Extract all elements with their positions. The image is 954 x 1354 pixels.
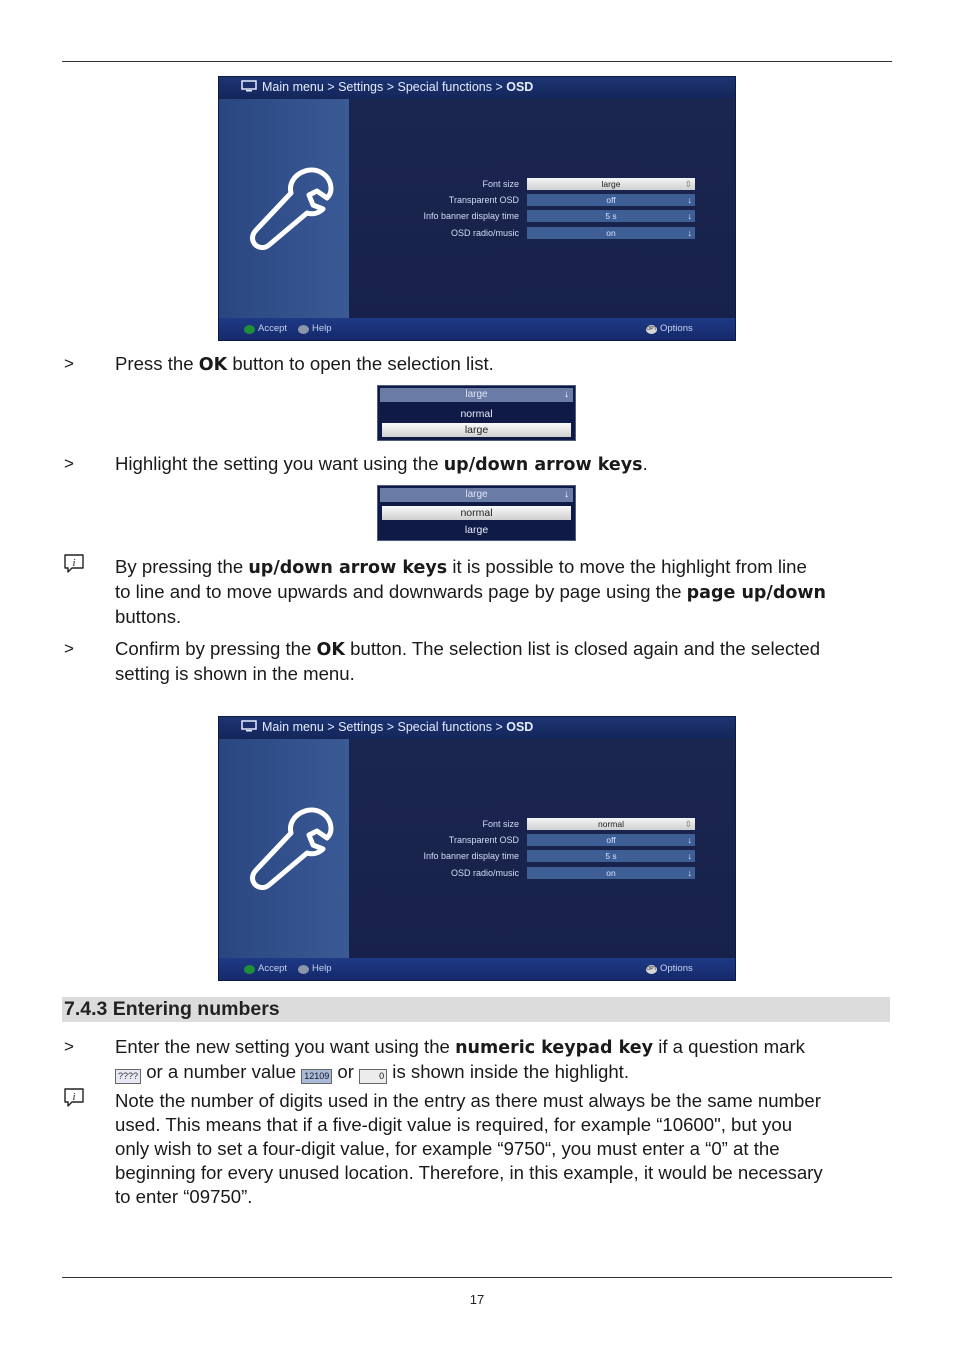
arrow-down-icon: ↓ [687,228,692,238]
osd-main-panel [349,739,735,958]
accept-label: Accept [258,323,288,334]
svg-text:i: i [72,557,76,569]
selection-list-1 [377,385,576,441]
selection-list-header [380,388,573,402]
arrow-down-icon: ↓ [687,851,692,861]
osd-breadcrumb [262,720,533,734]
arrow-down-icon: ↓ [687,211,692,221]
text-run: Press the [115,353,199,374]
osd-main-panel [349,99,735,318]
osd-breadcrumb [262,80,533,94]
row-value-text: off [606,835,616,845]
note-arrow-keys [115,555,895,629]
osd-row-value[interactable] [527,850,695,862]
help-button-icon [298,965,309,974]
arrow-up-down-icon: ⇳ [684,179,692,189]
arrow-down-icon: ↓ [564,489,569,500]
osd-row-value[interactable] [527,227,695,239]
arrow-down-icon: ↓ [687,835,692,845]
step-marker: > [64,454,74,473]
options-button-icon: OPT [646,966,657,972]
step-marker: > [64,639,74,658]
help-button-icon [298,325,309,334]
arrow-down-icon: ↓ [687,868,692,878]
text-run: it is possible to move the highlight from line [447,556,807,577]
key-name: OK [316,640,345,660]
row-value-text: 5 s [605,211,617,221]
row-value-text: large [601,179,621,189]
question-mark-field: ???? [115,1069,141,1084]
osd-row-value[interactable] [527,818,695,830]
osd-row-label: Font size [482,819,519,829]
green-button-icon [244,325,255,334]
options-label: Options [660,323,693,334]
osd-button-bar [219,958,735,980]
list-item-highlighted[interactable]: normal [382,506,571,520]
section-title: 7.4.3 Entering numbers [64,998,280,1020]
row-value-text: normal [598,819,624,829]
selection-list-2 [377,485,576,541]
text-run: Confirm by pressing the [115,638,317,659]
options-label: Options [660,963,693,974]
info-icon [63,553,85,573]
osd-button-bar [219,318,735,340]
text-run: used. This means that if a five-digit value is required, for example “10600", but you [115,1114,793,1135]
help-label: Help [312,963,332,974]
osd-screen-2 [218,716,736,981]
arrow-down-icon: ↓ [687,195,692,205]
list-item[interactable]: large [464,524,489,536]
osd-row-value[interactable] [527,834,695,846]
text-run: is shown inside the highlight. [387,1061,630,1082]
row-value-text: off [606,195,616,205]
step-marker: > [64,354,74,373]
breadcrumb-path: Main menu > Settings > Special functions > [262,80,507,94]
accept-label: Accept [258,963,288,974]
top-rule [62,61,892,62]
text-run: or [332,1061,360,1082]
text-run: if a question mark [653,1036,805,1057]
help-label: Help [312,323,332,334]
text-run: By pressing the [115,556,249,577]
text-run: or a number value [141,1061,302,1082]
text-run: buttons. [115,606,182,627]
note-digit-count [115,1089,895,1209]
list-item-highlighted[interactable]: large [382,423,571,437]
key-name: numeric keypad key [455,1038,654,1058]
bottom-rule [62,1277,892,1278]
key-name: OK [198,355,228,375]
wrench-icon [247,165,337,250]
osd-title-bar [219,77,735,99]
breadcrumb-current: OSD [506,80,534,94]
tv-icon [241,720,257,732]
osd-row-label: OSD radio/music [450,228,519,238]
instruction-enter-numbers [115,1035,895,1084]
page-number: 17 [469,1292,485,1307]
list-item[interactable]: normal [460,408,493,420]
osd-row-label: Info banner display time [423,211,519,221]
info-icon [63,1087,85,1107]
text-run: to line and to move upwards and downwards page by page using the [115,581,687,602]
text-run: Enter the new setting you want using the [115,1036,456,1057]
osd-row-value[interactable] [527,194,695,206]
row-value-text: 5 s [605,851,617,861]
key-name: page up/down [686,583,827,603]
instruction-press-ok [115,352,494,377]
text-run: Note the number of digits used in the entry as there must always be the same number [115,1090,821,1111]
osd-row-label: Transparent OSD [448,835,519,845]
header-value: large [465,489,488,500]
instruction-highlight [115,452,648,477]
arrow-down-icon: ↓ [564,389,569,400]
key-name: up/down arrow keys [248,558,448,578]
tv-icon [241,80,257,92]
text-run: setting is shown in the menu. [115,663,355,684]
instruction-confirm [115,637,895,686]
green-button-icon [244,965,255,974]
text-run: to enter “09750”. [115,1186,253,1207]
text-run: button to open the selection list. [227,353,494,374]
osd-row-label: OSD radio/music [450,868,519,878]
svg-text:i: i [72,1091,76,1103]
text-run: . [642,453,648,474]
osd-row-label: Font size [482,179,519,189]
breadcrumb-path: Main menu > Settings > Special functions > [262,720,507,734]
osd-row-value[interactable] [527,867,695,879]
osd-row-label: Transparent OSD [448,195,519,205]
row-value-text: on [606,228,616,238]
osd-row-label: Info banner display time [423,851,519,861]
osd-row-value[interactable] [527,178,695,190]
osd-title-bar [219,717,735,739]
number-value-field: 12109 [301,1069,332,1084]
osd-row-value[interactable] [527,210,695,222]
zero-value-field: 0 [359,1069,387,1084]
step-marker: > [64,1037,74,1056]
key-name: up/down arrow keys [443,455,643,475]
text-run: button. The selection list is closed again and the selected [344,638,821,659]
text-run: only wish to set a four-digit value, for example “9750“, you must enter a “0” at the [115,1138,780,1159]
row-value-text: on [606,868,616,878]
header-value: large [465,389,488,400]
section-heading [62,997,890,1022]
breadcrumb-current: OSD [506,720,534,734]
selection-list-header [380,488,573,502]
wrench-icon [247,805,337,890]
text-run: Highlight the setting you want using the [115,453,444,474]
options-button-icon: OPT [646,326,657,332]
text-run: beginning for every unused location. Therefore, in this example, it would be necessary [115,1162,823,1183]
arrow-up-down-icon: ⇳ [684,819,692,829]
osd-screen-1 [218,76,736,341]
